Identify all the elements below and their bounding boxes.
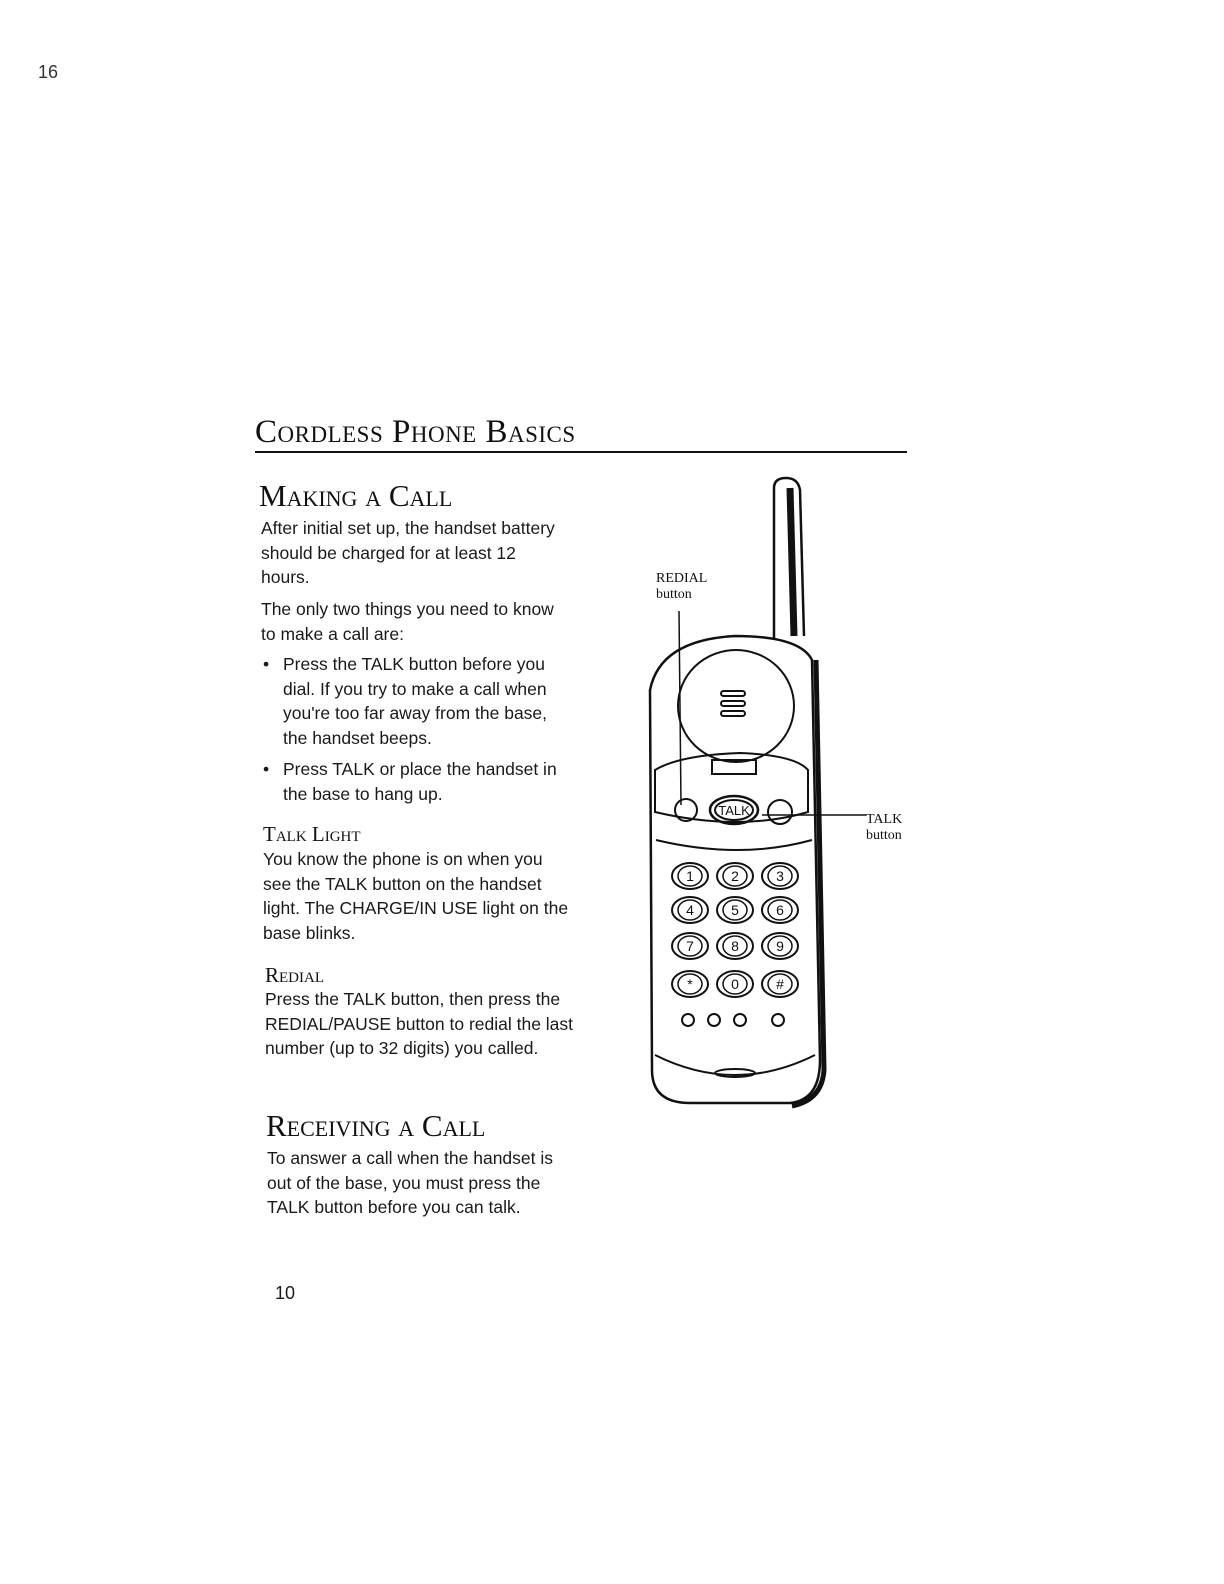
making-call-heading: Making a Call (259, 478, 453, 513)
redial-heading: Redial (265, 963, 324, 987)
talk-callout-line-1: TALK (866, 812, 903, 827)
keypad-key (762, 863, 798, 889)
keypad-key (762, 933, 798, 959)
talk-light-heading: Talk Light (263, 822, 361, 846)
keypad-key (672, 933, 708, 959)
section-title: Cordless Phone Basics (255, 416, 907, 453)
keypad-key-label: 3 (776, 868, 784, 884)
talk-callout-line-2: button (866, 828, 902, 843)
corner-page-mark: 16 (38, 62, 59, 82)
keypad-key (717, 933, 753, 959)
keypad-key-label: # (776, 976, 784, 992)
keypad-key (762, 897, 798, 923)
keypad-key-label: 9 (776, 938, 784, 954)
keypad-key-label: 8 (731, 938, 739, 954)
receiving-call-text: To answer a call when the handset is out of the base, you must press the TALK button before you can talk. (267, 1148, 553, 1217)
list-item: • Press TALK or place the handset in the base to hang up. (261, 757, 571, 806)
keypad-key-label: 7 (686, 938, 694, 954)
keypad-key (717, 897, 753, 923)
talk-key-label: TALK (718, 803, 750, 818)
keypad-key-label: 1 (686, 868, 694, 884)
page-number: 10 (275, 1283, 296, 1303)
keypad (672, 863, 798, 997)
keypad-key-label: 2 (731, 868, 739, 884)
keypad-key-label: 6 (776, 902, 784, 918)
keypad-key (672, 971, 708, 997)
talk-light-text: You know the phone is on when you see the TALK button on the handset light. The CHARGE/IN USE light on the base blinks. (263, 849, 569, 943)
keypad-key (762, 971, 798, 997)
keypad-key (672, 863, 708, 889)
keypad-key-label: 0 (731, 976, 739, 992)
keypad-key (717, 971, 753, 997)
receiving-call-heading: Receiving a Call (266, 1108, 486, 1143)
keypad-key-label: * (687, 976, 693, 992)
keypad-key (717, 863, 753, 889)
redial-callout-line-2: button (656, 587, 692, 602)
keypad-key-label: 5 (731, 902, 739, 918)
making-call-para-1: After initial set up, the handset battery should be charged for at least 12 hours. (261, 518, 555, 587)
list-item: • Press the TALK button before you dial. If you try to make a call when you're too far away from the base, the handset beeps. (261, 652, 571, 750)
redial-text: Press the TALK button, then press the REDIAL/PAUSE button to redial the last number (up to 32 digits) you called. (265, 989, 574, 1058)
keypad-key (672, 897, 708, 923)
making-call-para-2: The only two things you need to know to make a call are: (261, 599, 554, 644)
keypad-key-label: 4 (686, 902, 694, 918)
redial-callout-line-1: REDIAL (656, 571, 708, 586)
